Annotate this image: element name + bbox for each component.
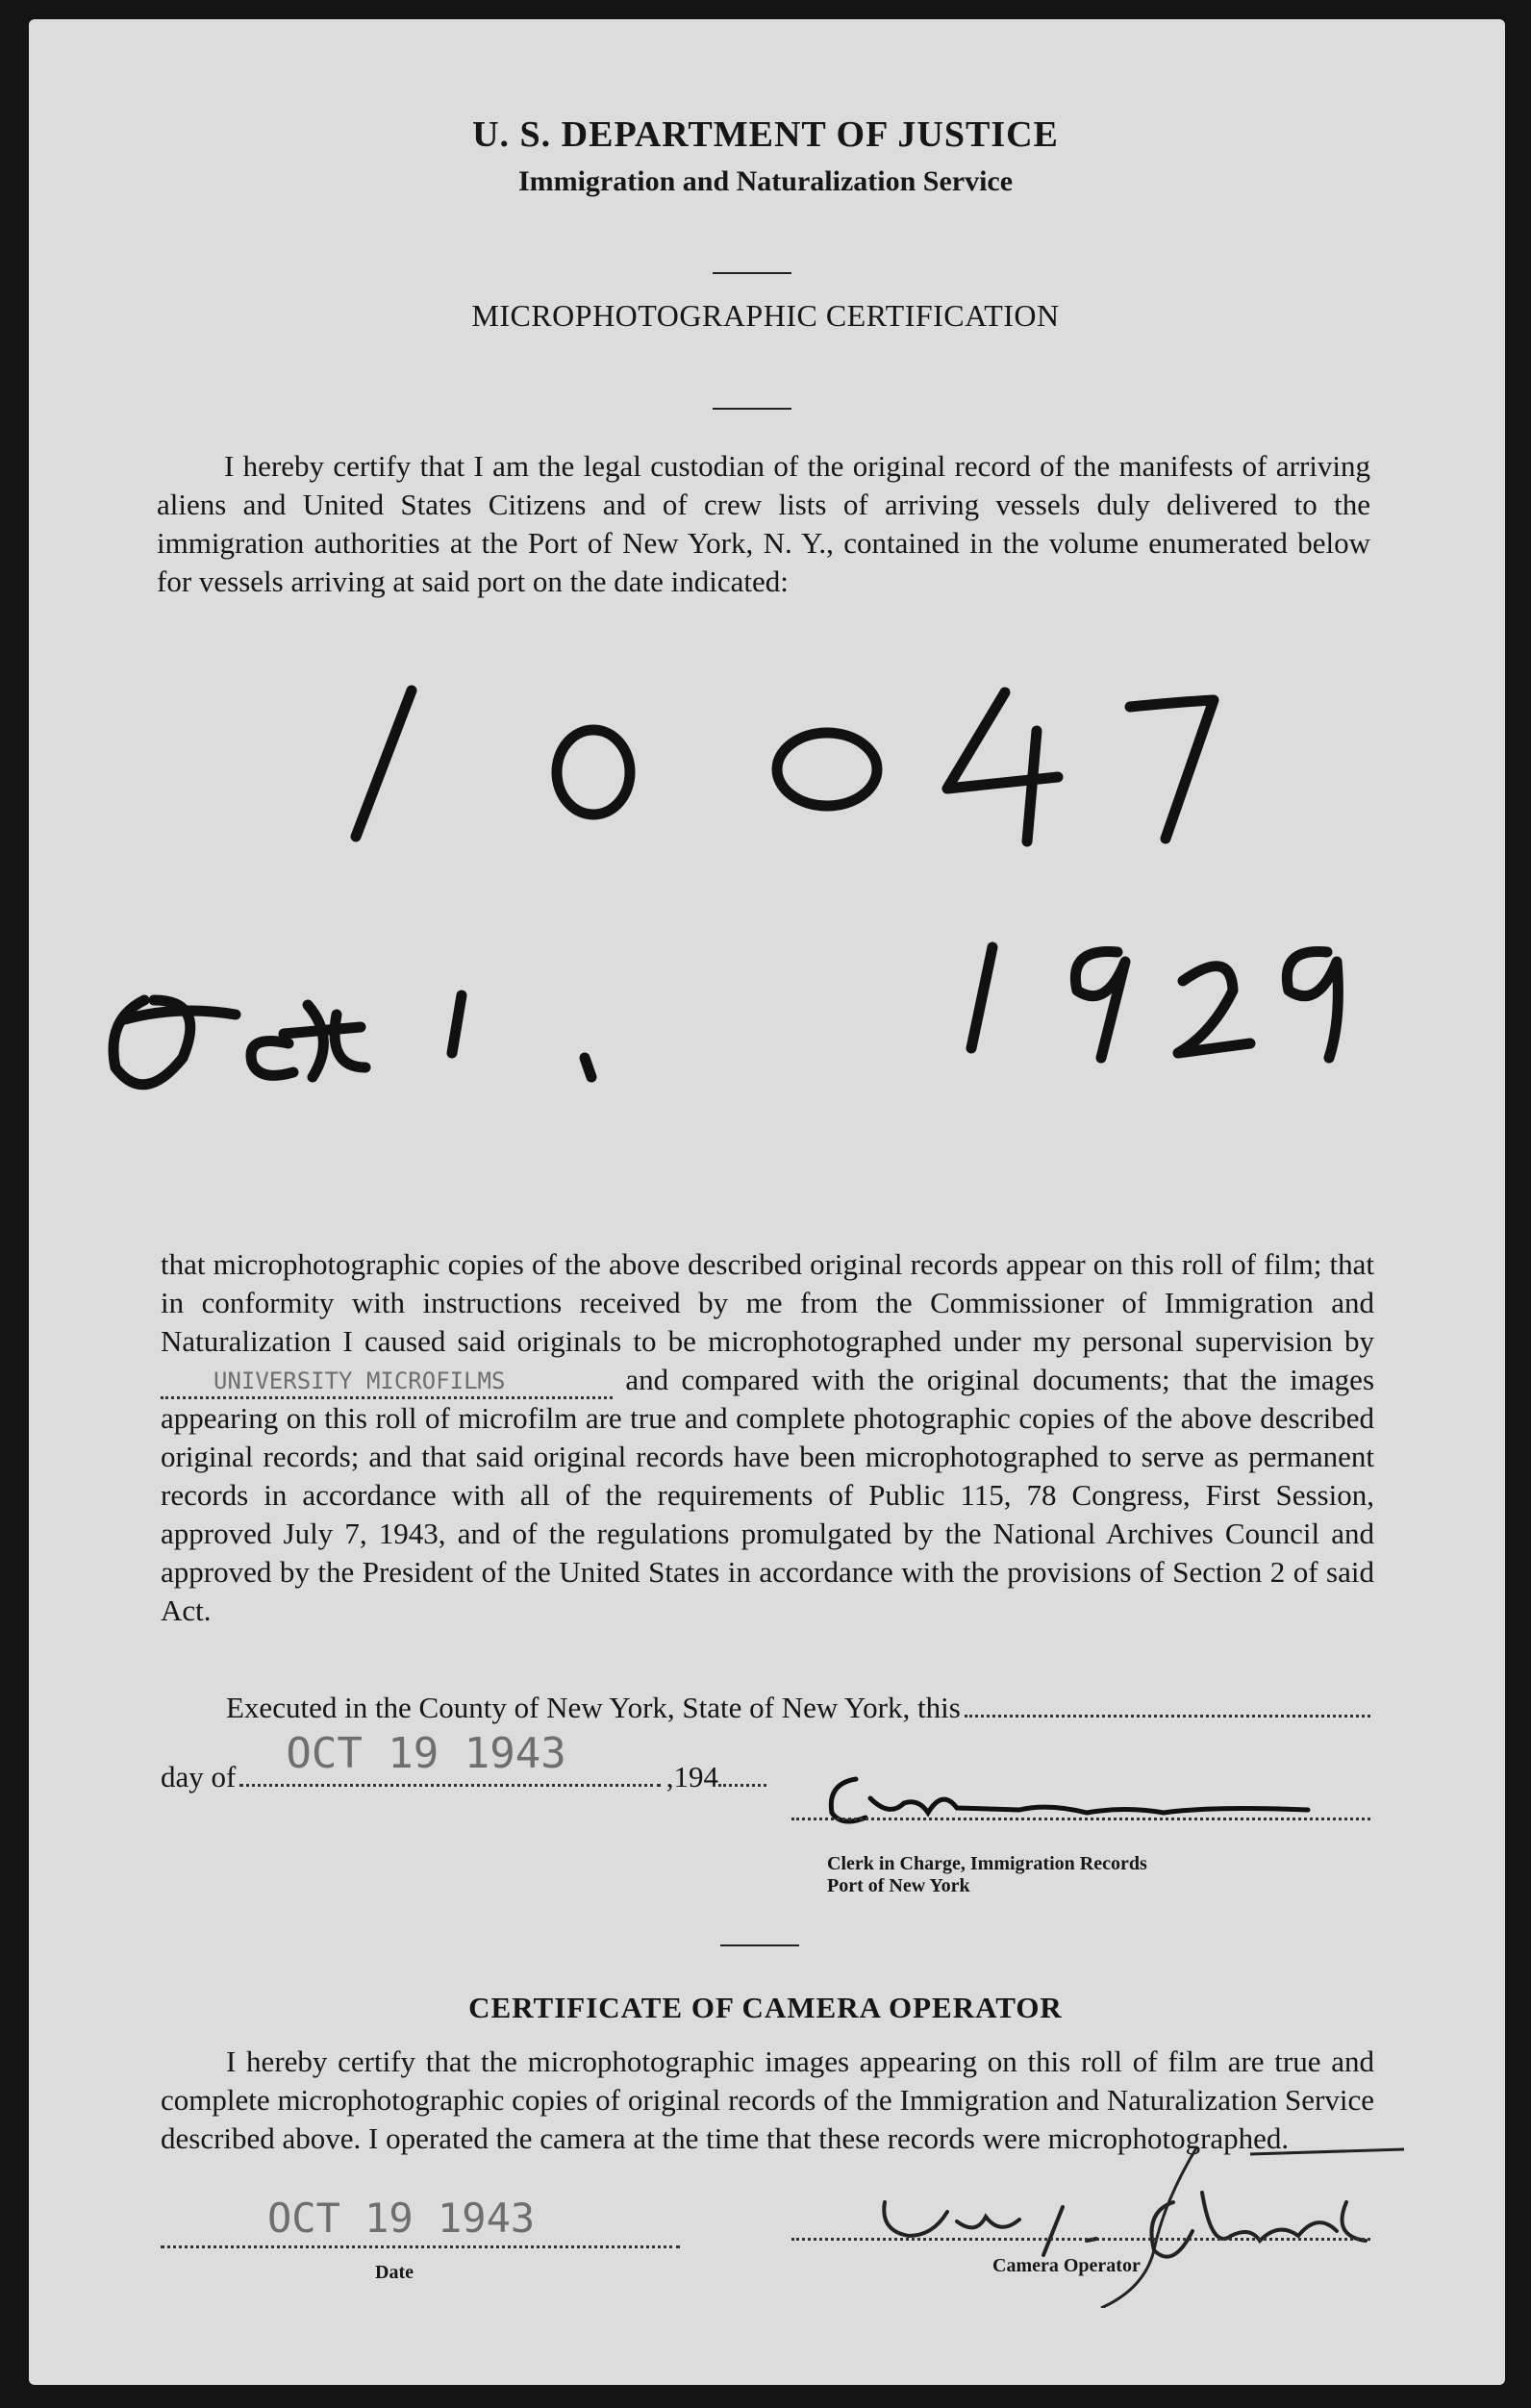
year-prefix: 194 — [673, 1760, 718, 1793]
clerk-title: Clerk in Charge, Immigration Records — [827, 1853, 1147, 1874]
body-paragraph-part1: that microphotographic copies of the above described original records appear on this roll of film; that in conformity with instructions received by me from the Commissioner of Immigration and Naturalization I caused said originals to be microphotographed under my personal supervision by — [161, 1247, 1374, 1358]
service-subtitle: Immigration and Naturalization Service — [517, 165, 1014, 197]
camera-operator-line — [791, 2238, 1370, 2241]
camera-operator-signature — [866, 2145, 1404, 2308]
department-title: U. S. DEPARTMENT OF JUSTICE — [472, 114, 1059, 155]
handwritten-date — [113, 947, 1338, 1085]
intro-paragraph: I hereby certify that I am the legal custodian of the original record of the manifests of arriving aliens and United States Citizens and of crew lists of arriving vessels duly delivered to the immigration authorities at the Port of New York, N. Y., contained in the volume enumerated below for vessels arriving at said port on the date indicated: — [157, 449, 1370, 598]
date-line — [161, 2245, 680, 2248]
execution-text: Executed in the County of New York, State of New York, this — [226, 1691, 961, 1724]
camera-date-stamp: OCT 19 1943 — [267, 2195, 536, 2242]
clerk-location: Port of New York — [827, 1875, 970, 1896]
clerk-signature-line — [791, 1818, 1370, 1820]
camera-certificate-title: CERTIFICATE OF CAMERA OPERATOR — [468, 1991, 1063, 2024]
handwritten-entries — [0, 0, 1531, 1154]
divider-bottom — [720, 1944, 799, 1946]
supervision-line — [161, 1367, 613, 1399]
handwritten-volume-number — [356, 690, 1214, 841]
execution-line — [226, 1691, 1370, 1725]
camera-certificate-text: I hereby certify that the microphotographic images appearing on this roll of film are true and complete microphotographic copies of original records of the Immigration and Naturalization Service described above. I operated the camera at the time that these records were microphotographed. — [161, 2044, 1374, 2155]
clerk-signature — [798, 1760, 1318, 1837]
camera-operator-label: Camera Operator — [992, 2255, 1141, 2276]
execution-blank — [965, 1691, 1370, 1718]
execution-date-stamp: OCT 19 1943 — [286, 1729, 566, 1778]
certification-heading: MICROPHOTOGRAPHIC CERTIFICATION — [471, 298, 1060, 333]
body-paragraph-part2: and compared with the original documents; that the images appearing on this roll of microfilm are true and complete photographic copies of the above described original records; and that said original records have been microphotographed to serve as permanent records in accordance with all of the requirements of Public 115, 78 Congress, First Session, approved July 7, 1943, and of the regulations promulgated by the National Archives Council and approved by the President of the United States in accordance with the provisions of Section 2 of said Act. — [161, 1363, 1375, 1627]
body-paragraph — [161, 1245, 1374, 1630]
day-of-line: day of OCT 19 1943 , 194 — [161, 1760, 766, 1794]
day-of-label: day of — [161, 1760, 237, 1793]
supervisor-stamp: UNIVERSITY MICROFILMS — [213, 1367, 506, 1394]
date-label: Date — [375, 2262, 414, 2283]
